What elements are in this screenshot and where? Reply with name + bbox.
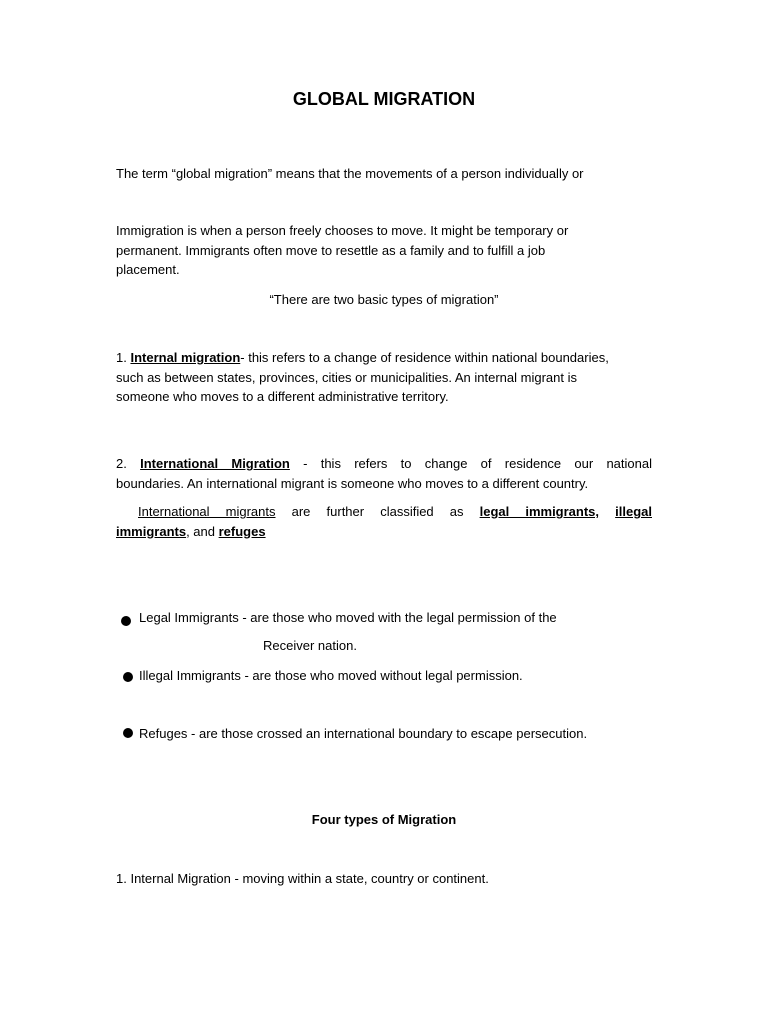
- illegal-term-part-1: illegal: [615, 504, 652, 519]
- immigration-line-1: Immigration is when a person freely chooses to move. It might be temporary or: [116, 223, 569, 238]
- internal-migration-line-1: [116, 348, 652, 368]
- bullet-dot-legal: [121, 616, 131, 626]
- internal-number: 1.: [116, 350, 131, 365]
- international-migration-line-2: boundaries. An international migrant is someone who moves to a different country.: [116, 475, 589, 491]
- immigration-paragraph: [116, 221, 652, 280]
- bullet-dot-refuges: [123, 728, 133, 738]
- internal-migration-paragraph: [116, 348, 652, 407]
- four-types-heading: Four types of Migration: [311, 812, 457, 827]
- international-migration-definition: - this refers to change of residence our national: [289, 456, 652, 471]
- internal-migration-term: Internal migration: [130, 350, 241, 365]
- internal-migration-line-3: someone who moves to a different administrative territory.: [116, 389, 449, 404]
- bullet-refuges: Refuges - are those crossed an international boundary to escape persecution.: [139, 726, 588, 741]
- bullet-dot-illegal: [123, 672, 133, 682]
- international-migration-paragraph: [116, 454, 652, 493]
- internal-migration-line-2: such as between states, provinces, cities or municipalities. An internal migrant is: [116, 369, 577, 385]
- quote-line: “There are two basic types of migration”: [269, 292, 499, 307]
- classification-line-1: [116, 502, 652, 522]
- illegal-term-part-2: immigrants: [116, 523, 187, 539]
- legal-immigrants-term: legal immigrants,: [479, 504, 600, 519]
- internal-migration-definition: - this refers to a change of residence within national boundaries,: [240, 350, 609, 365]
- immigration-line-2: permanent. Immigrants often move to resettle as a family and to fulfill a job: [116, 242, 546, 258]
- bullet-legal-line-2: Receiver nation.: [263, 638, 357, 653]
- bullet-illegal: Illegal Immigrants - are those who moved without legal permission.: [139, 668, 523, 683]
- international-migration-line-1: [116, 454, 652, 474]
- classification-comma-and: , and: [186, 523, 219, 539]
- international-migrants-term: International migrants: [138, 504, 276, 519]
- bullet-legal-line-1: Legal Immigrants - are those who moved with the legal permission of the: [139, 610, 557, 625]
- classification-line-2: [116, 522, 652, 542]
- classification-paragraph: [116, 502, 652, 541]
- classification-middle: are further classified as: [275, 504, 480, 519]
- immigration-line-3: placement.: [116, 262, 180, 277]
- intro-paragraph: The term “global migration” means that the movements of a person individually or: [116, 166, 584, 181]
- document-title: GLOBAL MIGRATION: [292, 89, 476, 109]
- refuges-term: refuges: [218, 523, 266, 539]
- four-types-item-1: 1. Internal Migration - moving within a state, country or continent.: [116, 871, 489, 886]
- international-migration-term: International Migration: [140, 456, 290, 471]
- international-number: 2.: [116, 456, 141, 471]
